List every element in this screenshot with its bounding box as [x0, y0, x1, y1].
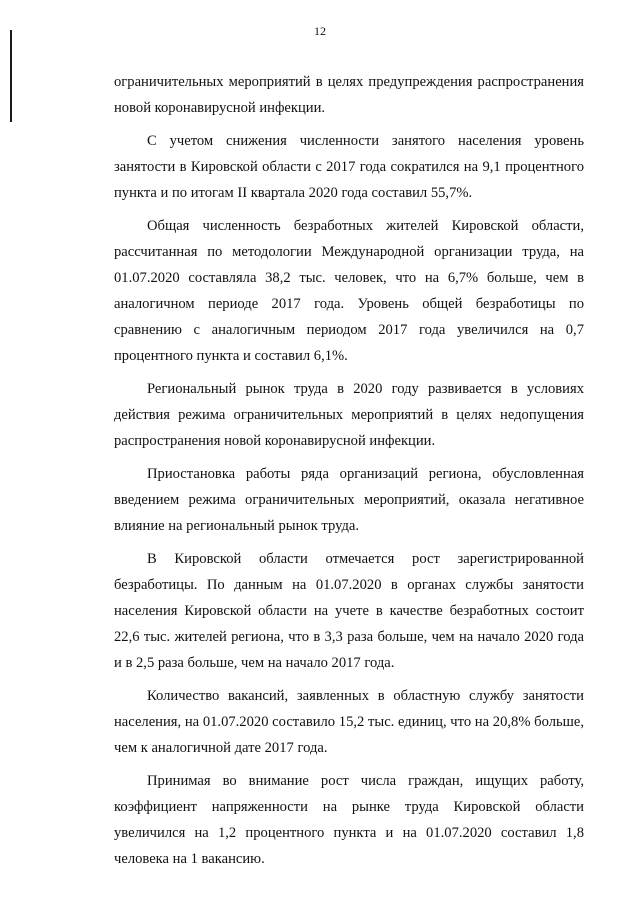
document-body: [114, 69, 584, 879]
paragraph-registered-unemployment: В Кировской области отмечается рост зарегистрированной безработицы. По данным на 01.07.2020 в органах службы занятости населения Кировской области на учете в качестве безработных состоит 22,6 тыс. жителей региона, что в 3,3 раза больше, чем на начало 2020 года и в 2,5 раза больше, чем на начало 2017 года.: [114, 551, 584, 671]
scan-margin-mark: [10, 30, 12, 122]
paragraph-unemployment-ilo: Общая численность безработных жителей Кировской области, рассчитанная по методологии Международной организации труда, на 01.07.2020 составляла 38,2 тыс. человек, что на 6,7% больше, чем в аналогичном периоде 2017 года. Уровень общей безработицы по сравнению с аналогичным периодом 2017 года увеличился на 0,7 процентного пункта и составил 6,1%.: [114, 218, 584, 364]
paragraph-tension-coefficient: Принимая во внимание рост числа граждан, ищущих работу, коэффициент напряженности на рынке труда Кировской области увеличился на 1,2 процентного пункта и на 01.07.2020 составил 1,8 человека на 1 вакансию.: [114, 773, 584, 867]
paragraph-continuation: ограничительных мероприятий в целях предупреждения распространения новой коронавирусной инфекции.: [114, 74, 584, 116]
paragraph-regional-labor-market: Региональный рынок труда в 2020 году развивается в условиях действия режима ограничительных мероприятий в целях недопущения распространения новой коронавирусной инфекции.: [114, 381, 584, 449]
paragraph-vacancies: Количество вакансий, заявленных в областную службу занятости населения, на 01.07.2020 составило 15,2 тыс. единиц, что на 20,8% больше, чем к аналогичной дате 2017 года.: [114, 688, 584, 756]
paragraph-employment-rate: С учетом снижения численности занятого населения уровень занятости в Кировской области с 2017 года сократился на 9,1 процентного пункта и по итогам II квартала 2020 года составил 55,7%.: [114, 133, 584, 201]
paragraph-suspension-of-work: Приостановка работы ряда организаций региона, обусловленная введением режима ограничительных мероприятий, оказала негативное влияние на региональный рынок труда.: [114, 466, 584, 534]
page-number: 12: [314, 24, 326, 38]
